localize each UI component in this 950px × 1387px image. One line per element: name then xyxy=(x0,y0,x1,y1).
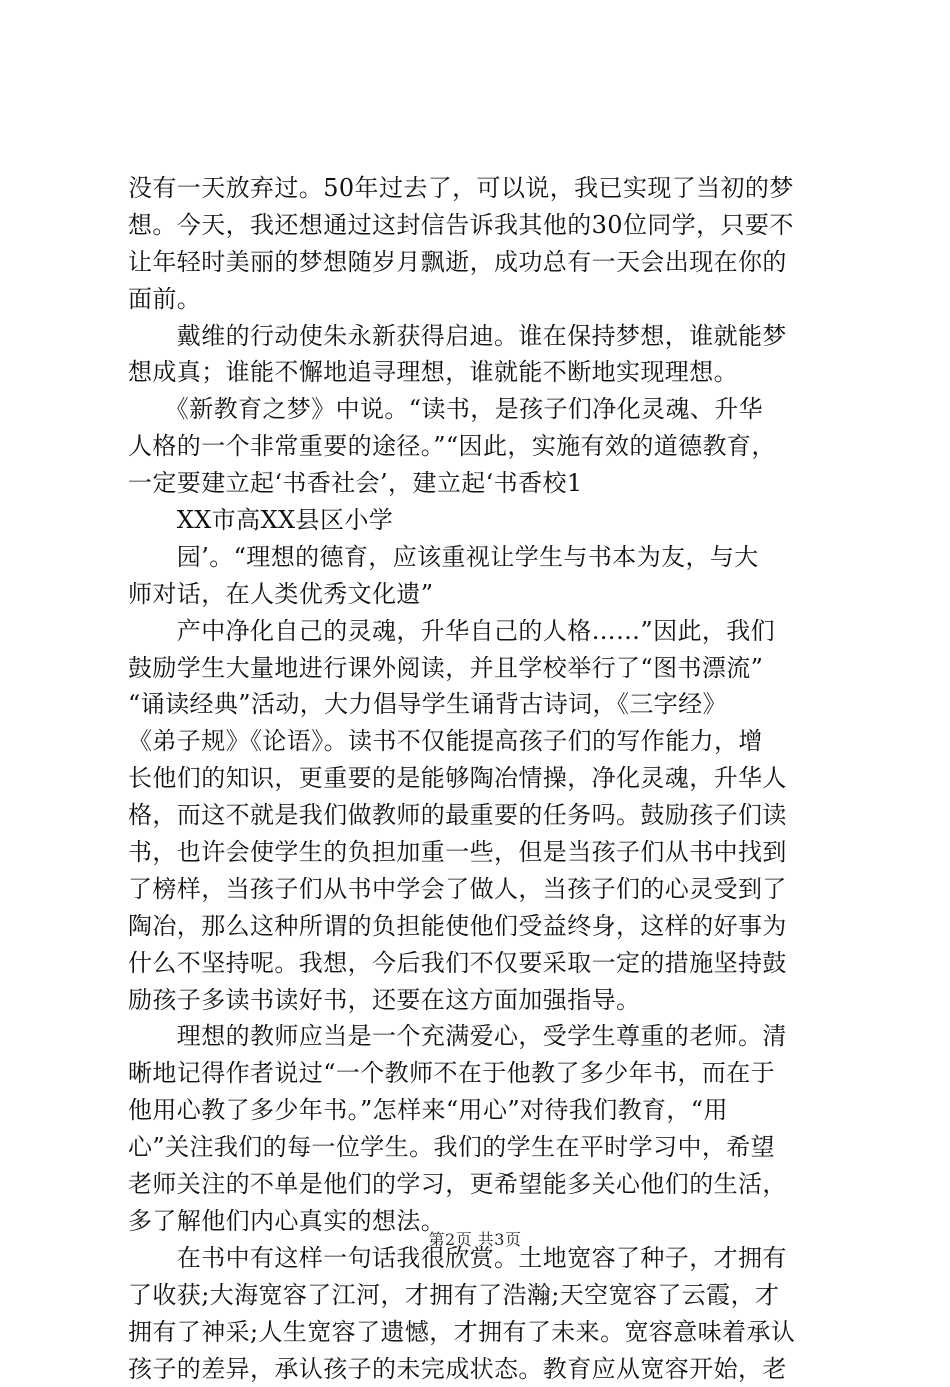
text-line: 想成真；谁能不懈地追寻理想，谁就能不断地实现理想。 xyxy=(128,354,828,391)
text-line: 心”关注我们的每一位学生。我们的学生在平时学习中，希望 xyxy=(128,1129,828,1166)
text-line: XX市高XX县区小学 xyxy=(128,502,828,539)
text-line: 产中净化自己的灵魂，升华自己的人格……”因此，我们 xyxy=(128,613,828,650)
text-line: 什么不坚持呢。我想，今后我们不仅要采取一定的措施坚持鼓 xyxy=(128,945,828,982)
text-line: 一定要建立起‘书香社会’，建立起‘书香校1 xyxy=(128,465,828,502)
text-line: 园’。“理想的德育，应该重视让学生与书本为友，与大 xyxy=(128,539,828,576)
text-line: 孩子的差异，承认孩子的未完成状态。教育应从宽容开始，老 xyxy=(128,1351,828,1387)
text-line: 想。今天，我还想通过这封信告诉我其他的30位同学，只要不 xyxy=(128,207,828,244)
text-line: 让年轻时美丽的梦想随岁月飘逝，成功总有一天会出现在你的 xyxy=(128,244,828,281)
text-line: 师对话，在人类优秀文化遗” xyxy=(128,576,828,613)
text-line: 人格的一个非常重要的途径。”“因此，实施有效的道德教育， xyxy=(128,428,828,465)
text-line: 老师关注的不单是他们的学习，更希望能多关心他们的生活， xyxy=(128,1166,828,1203)
text-line: 《弟子规》《论语》。读书不仅能提高孩子们的写作能力，增 xyxy=(128,723,828,760)
text-line: 了榜样，当孩子们从书中学会了做人，当孩子们的心灵受到了 xyxy=(128,871,828,908)
text-line: 理想的教师应当是一个充满爱心，受学生尊重的老师。清 xyxy=(128,1018,828,1055)
text-line: 励孩子多读书读好书，还要在这方面加强指导。 xyxy=(128,982,828,1019)
text-line: 书，也许会使学生的负担加重一些，但是当孩子们从书中找到 xyxy=(128,834,828,871)
text-line: 晰地记得作者说过“一个教师不在于他教了多少年书，而在于 xyxy=(128,1055,828,1092)
page-footer: 第2页 共3页 xyxy=(0,1227,950,1250)
text-line: 拥有了神采;人生宽容了遗憾，才拥有了未来。宽容意味着承认 xyxy=(128,1314,828,1351)
text-line: 他用心教了多少年书。”怎样来“用心”对待我们教育，“用 xyxy=(128,1092,828,1129)
text-line: 《新教育之梦》中说。“读书，是孩子们净化灵魂、升华 xyxy=(128,391,828,428)
text-line: 面前。 xyxy=(128,281,828,318)
text-line: 了收获;大海宽容了江河，才拥有了浩瀚;天空宽容了云霞，才 xyxy=(128,1277,828,1314)
text-line: 在书中有这样一句话我很欣赏。土地宽容了种子，才拥有 xyxy=(128,1240,828,1277)
text-line: 格，而这不就是我们做教师的最重要的任务吗。鼓励孩子们读 xyxy=(128,797,828,834)
text-line: 鼓励学生大量地进行课外阅读，并且学校举行了“图书漂流” xyxy=(128,650,828,687)
body-text xyxy=(128,170,828,1387)
text-line: “诵读经典”活动，大力倡导学生诵背古诗词，《三字经》 xyxy=(128,686,828,723)
text-line: 没有一天放弃过。50年过去了，可以说，我已实现了当初的梦 xyxy=(128,170,828,207)
text-line: 长他们的知识，更重要的是能够陶冶情操，净化灵魂，升华人 xyxy=(128,760,828,797)
text-line: 陶冶，那么这种所谓的负担能使他们受益终身，这样的好事为 xyxy=(128,908,828,945)
text-line: 戴维的行动使朱永新获得启迪。谁在保持梦想，谁就能梦 xyxy=(128,318,828,355)
text-line: 多了解他们内心真实的想法。 xyxy=(128,1203,828,1240)
